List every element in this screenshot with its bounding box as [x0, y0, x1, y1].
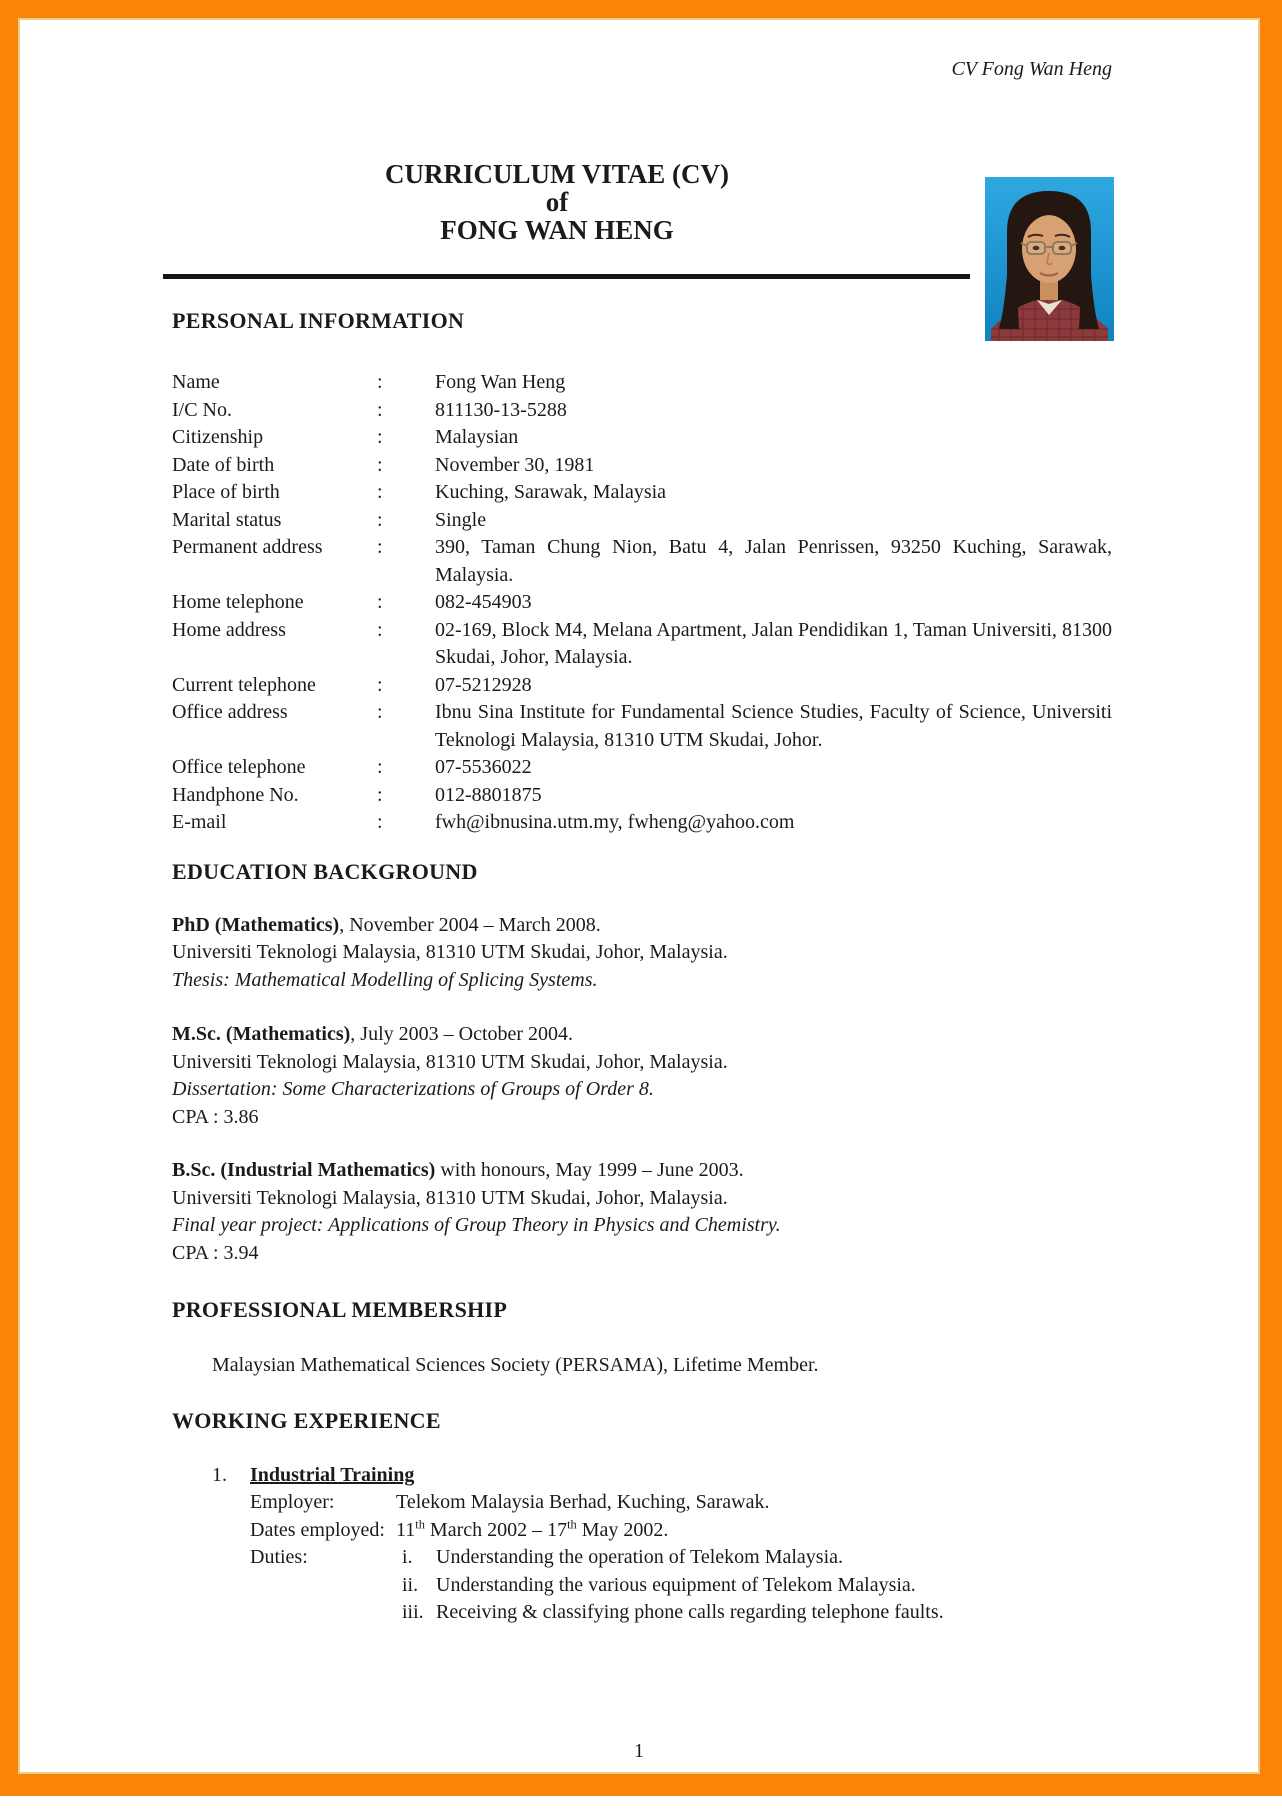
spacer: [212, 1517, 250, 1545]
field-value: 02-169, Block M4, Melana Apartment, Jalan Pendidikan 1, Taman Universiti, 81300 Skudai, Johor, Malaysia.: [435, 618, 1112, 668]
duty-item: [396, 1544, 1112, 1572]
thesis-line: Thesis: Mathematical Modelling of Splicing Systems.: [172, 968, 598, 991]
section-heading-personal: PERSONAL INFORMATION: [172, 308, 465, 333]
field-value: 07-5536022: [435, 756, 532, 778]
membership-entry: Malaysian Mathematical Sciences Society (PERSAMA), Lifetime Member.: [212, 1354, 819, 1376]
field-value: 811130-13-5288: [435, 398, 567, 421]
dates-part: May 2002.: [576, 1518, 669, 1541]
section-heading-membership: PROFESSIONAL MEMBERSHIP: [172, 1297, 508, 1322]
field-label: Handphone No.: [172, 783, 299, 806]
dates-part: 11: [396, 1518, 416, 1541]
portrait-photo: [985, 177, 1114, 341]
spacer: [212, 1489, 250, 1517]
experience-title: Industrial Training: [250, 1463, 415, 1486]
personal-info-table: [172, 369, 1112, 837]
field-colon: :: [377, 481, 383, 503]
duty-text: Understanding the various equipment of Telekom Malaysia.: [436, 1573, 916, 1596]
duties-list: [396, 1544, 1112, 1627]
document-title: [172, 160, 942, 244]
field-colon: :: [377, 618, 383, 641]
university-line: Universiti Teknologi Malaysia, 81310 UTM Skudai, Johor, Malaysia.: [172, 941, 728, 963]
duty-text: Understanding the operation of Telekom Malaysia.: [436, 1546, 844, 1568]
degree-line: [172, 912, 1112, 940]
horizontal-rule: [163, 274, 970, 279]
field-label: Marital status: [172, 508, 282, 531]
field-colon: :: [377, 591, 383, 613]
field-colon: :: [377, 701, 383, 723]
duty-numeral: iii.: [402, 1601, 424, 1623]
dates-label: Dates employed:: [250, 1518, 385, 1541]
field-value: Kuching, Sarawak, Malaysia: [435, 481, 667, 503]
ordinal-suffix: th: [415, 1516, 425, 1531]
field-label: Current telephone: [172, 673, 316, 696]
field-value: 012-8801875: [435, 783, 542, 806]
field-colon: :: [377, 756, 383, 778]
field-colon: :: [377, 398, 383, 421]
page-number: 1: [634, 1740, 644, 1762]
final-year-project-line: Final year project: Applications of Group Theory in Physics and Chemistry.: [172, 1214, 781, 1236]
field-label: Office address: [172, 701, 288, 723]
duty-item: [396, 1572, 1112, 1600]
duty-item: [396, 1599, 1112, 1627]
title-line-2: of: [545, 187, 569, 217]
field-label: Date of birth: [172, 453, 275, 476]
field-label: I/C No.: [172, 398, 232, 421]
degree-line: [172, 1157, 1112, 1185]
running-header: CV Fong Wan Heng: [951, 58, 1112, 80]
degree-name: PhD (Mathematics): [172, 913, 340, 936]
education-item: [172, 912, 1112, 995]
degree-name: B.Sc. (Industrial Mathematics): [172, 1159, 436, 1181]
degree-line: [172, 1021, 1112, 1049]
duties-label: Duties:: [250, 1546, 308, 1568]
field-label: Name: [172, 371, 220, 393]
field-value: November 30, 1981: [435, 453, 595, 476]
field-colon: :: [377, 673, 383, 696]
field-label: Home telephone: [172, 591, 304, 613]
ordinal-suffix: th: [567, 1516, 577, 1531]
cpa-line: CPA : 3.86: [172, 1105, 259, 1128]
field-value: fwh@ibnusina.utm.my, fwheng@yahoo.com: [435, 811, 795, 833]
university-line: Universiti Teknologi Malaysia, 81310 UTM Skudai, Johor, Malaysia.: [172, 1050, 728, 1073]
field-label: Office telephone: [172, 756, 306, 778]
section-heading-experience: WORKING EXPERIENCE: [172, 1407, 441, 1433]
dates-value: [396, 1517, 1112, 1545]
field-colon: :: [377, 536, 383, 558]
education-item: [172, 1021, 1112, 1131]
title-line-1: CURRICULUM VITAE (CV): [385, 159, 729, 189]
experience-item: [212, 1462, 1112, 1627]
duty-numeral: i.: [402, 1546, 413, 1568]
spacer: [212, 1544, 250, 1627]
degree-name: M.Sc. (Mathematics): [172, 1023, 351, 1045]
field-label: E-mail: [172, 811, 227, 833]
field-colon: :: [377, 453, 383, 476]
field-value: 082-454903: [435, 591, 532, 613]
field-label: Permanent address: [172, 536, 323, 558]
list-number: 1.: [212, 1463, 227, 1486]
degree-dates: with honours, May 1999 – June 2003.: [435, 1159, 744, 1181]
cv-document-page: [18, 56, 1260, 1812]
degree-dates: , July 2003 – October 2004.: [350, 1023, 574, 1045]
cpa-line: CPA : 3.94: [172, 1241, 259, 1264]
field-value: Single: [435, 508, 487, 531]
section-heading-education: EDUCATION BACKGROUND: [172, 858, 478, 884]
field-colon: :: [377, 783, 383, 806]
dissertation-line: Dissertation: Some Characterizations of Groups of Order 8.: [172, 1078, 654, 1100]
title-line-3: FONG WAN HENG: [440, 215, 674, 245]
university-line: Universiti Teknologi Malaysia, 81310 UTM Skudai, Johor, Malaysia.: [172, 1186, 728, 1209]
field-label: Place of birth: [172, 481, 280, 503]
dates-part: March 2002 – 17: [424, 1518, 568, 1541]
degree-dates: , November 2004 – March 2008.: [339, 913, 601, 936]
field-colon: :: [377, 811, 383, 833]
field-colon: :: [377, 508, 383, 531]
education-item: [172, 1157, 1112, 1267]
field-value: Ibnu Sina Institute for Fundamental Science Studies, Faculty of Science, Universiti Teknologi Malaysia, 81310 UTM Skudai, Johor.: [435, 701, 1112, 751]
field-value: 390, Taman Chung Nion, Batu 4, Jalan Penrissen, 93250 Kuching, Sarawak, Malaysia.: [435, 536, 1112, 586]
duty-text: Receiving & classifying phone calls regarding telephone faults.: [436, 1601, 944, 1623]
employer-label: Employer:: [250, 1491, 335, 1513]
field-colon: :: [377, 371, 383, 393]
field-value: 07-5212928: [435, 673, 532, 696]
field-label: Citizenship: [172, 426, 264, 448]
field-value: Fong Wan Heng: [435, 371, 566, 393]
duty-numeral: ii.: [402, 1573, 419, 1596]
field-label: Home address: [172, 618, 286, 641]
field-colon: :: [377, 426, 383, 448]
employer-value: Telekom Malaysia Berhad, Kuching, Sarawak.: [396, 1491, 770, 1513]
field-value: Malaysian: [435, 426, 519, 448]
